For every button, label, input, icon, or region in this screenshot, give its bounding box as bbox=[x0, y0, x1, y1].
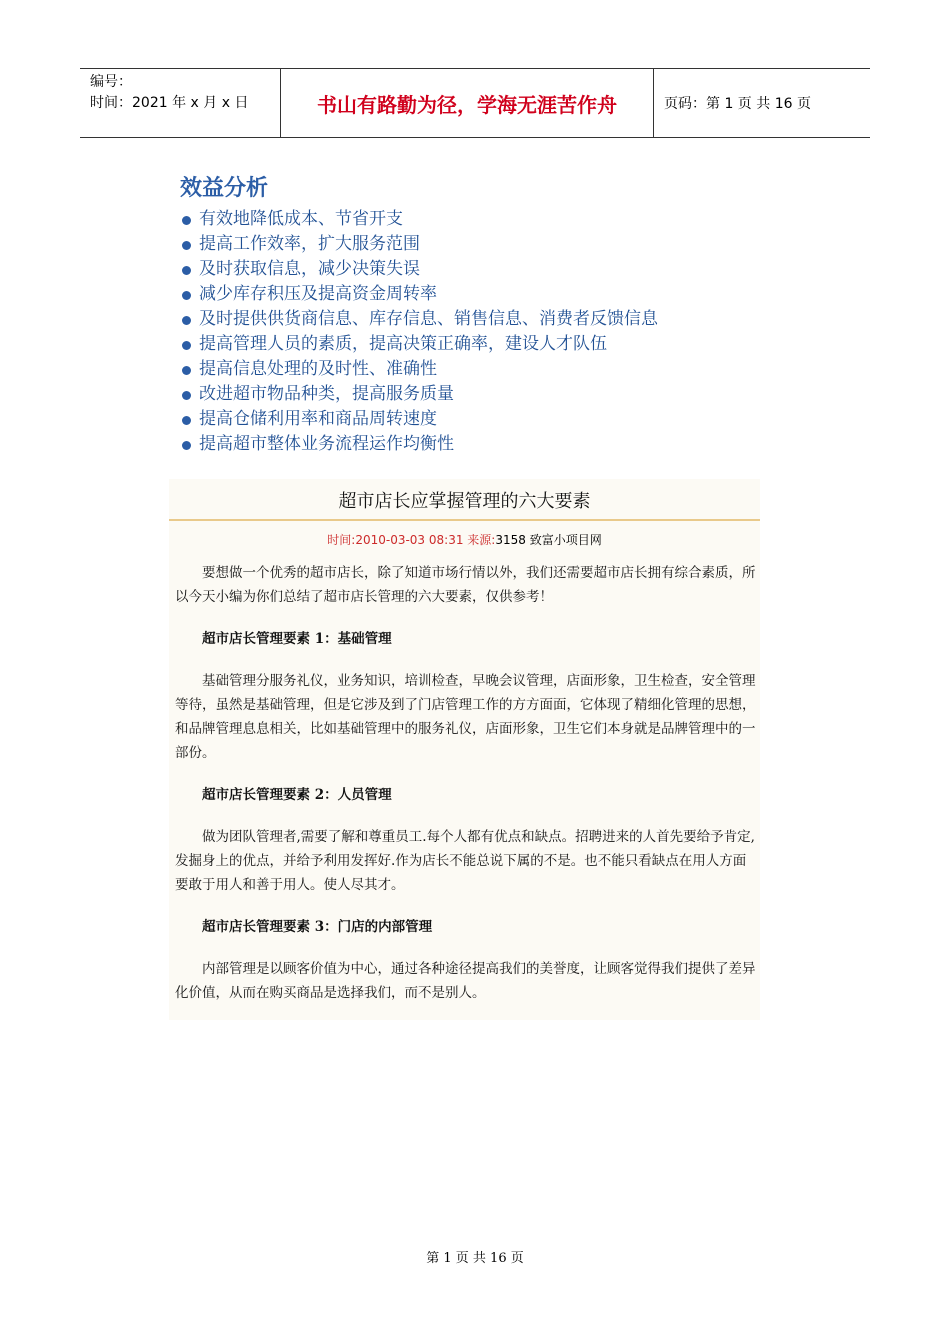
bullet-icon bbox=[182, 266, 191, 275]
list-item bbox=[182, 432, 658, 457]
list-item-text: 提高超市整体业务流程运作均衡性 bbox=[199, 434, 454, 454]
page-footer: 第 1 页 共 16 页 bbox=[426, 1251, 524, 1266]
list-item bbox=[182, 332, 658, 357]
time-label: 时间：2021 年 x 月 x 日 bbox=[90, 95, 249, 111]
list-item-text: 减少库存积压及提高资金周转率 bbox=[199, 284, 437, 304]
list-item-text: 提高管理人员的素质，提高决策正确率，建设人才队伍 bbox=[199, 334, 607, 354]
list-item-text: 提高信息处理的及时性、准确性 bbox=[199, 359, 437, 379]
section-heading: 超市店长管理要素 3：门店的内部管理 bbox=[202, 919, 433, 935]
section-heading: 超市店长管理要素 2：人员管理 bbox=[202, 787, 392, 803]
article-source: 3158 致富小项目网 bbox=[495, 533, 602, 547]
bullet-icon bbox=[182, 216, 191, 225]
header-info-cell bbox=[80, 69, 281, 137]
bullet-icon bbox=[182, 341, 191, 350]
bullet-icon bbox=[182, 291, 191, 300]
benefits-list bbox=[182, 207, 658, 457]
divider bbox=[169, 519, 760, 521]
list-item bbox=[182, 207, 658, 232]
article-source-label: 来源: bbox=[467, 533, 496, 547]
list-item bbox=[182, 307, 658, 332]
list-item-text: 及时获取信息，减少决策失误 bbox=[199, 259, 420, 279]
article-meta bbox=[169, 531, 760, 548]
list-item-text: 改进超市物品种类，提高服务质量 bbox=[199, 384, 454, 404]
bullet-icon bbox=[182, 316, 191, 325]
section-text: 做为团队管理者,需要了解和尊重员工.每个人都有优点和缺点。招聘进来的人首先要给予肯定,发掘身上的优点，并给予利用发挥好.作为店长不能总说下属的不是。也不能只看缺点在用人方面要敢于用人和善于用人。使人尽其才。 bbox=[175, 829, 755, 893]
section-text: 基础管理分服务礼仪，业务知识，培训检查，早晚会议管理，店面形象，卫生检查，安全管理等待，虽然是基础管理，但是它涉及到了门店管理工作的方方面面，它体现了精细化管理的思想，和品牌管理息息相关，比如基础管理中的服务礼仪，店面形象，卫生它们本身就是品牌管理中的一部份。 bbox=[175, 673, 756, 761]
bullet-icon bbox=[182, 441, 191, 450]
header-table bbox=[80, 68, 870, 138]
list-item bbox=[182, 407, 658, 432]
list-item-text: 及时提供供货商信息、库存信息、销售信息、消费者反馈信息 bbox=[199, 309, 658, 329]
bullet-icon bbox=[182, 416, 191, 425]
benefits-title: 效益分析 bbox=[180, 176, 269, 201]
motto: 书山有路勤为径，学海无涯苦作舟 bbox=[281, 69, 654, 137]
article-card bbox=[169, 479, 760, 1020]
bullet-icon bbox=[182, 391, 191, 400]
list-item bbox=[182, 257, 658, 282]
list-item bbox=[182, 232, 658, 257]
list-item bbox=[182, 382, 658, 407]
list-item-text: 有效地降低成本、节省开支 bbox=[199, 209, 403, 229]
page-label: 页码：第 1 页 共 16 页 bbox=[664, 96, 811, 112]
number-label: 编号： bbox=[90, 74, 132, 90]
article-intro: 要想做一个优秀的超市店长，除了知道市场行情以外，我们还需要超市店长拥有综合素质，所以今天小编为你们总结了超市店长管理的六大要素，仅供参考！ bbox=[175, 565, 756, 605]
article-body bbox=[175, 561, 757, 1005]
article-time: 时间:2010-03-03 08:31 bbox=[327, 533, 464, 547]
article-title: 超市店长应掌握管理的六大要素 bbox=[338, 491, 591, 512]
list-item bbox=[182, 282, 658, 307]
list-item-text: 提高仓储利用率和商品周转速度 bbox=[199, 409, 437, 429]
bullet-icon bbox=[182, 241, 191, 250]
section-heading: 超市店长管理要素 1：基础管理 bbox=[202, 631, 392, 647]
list-item-text: 提高工作效率，扩大服务范围 bbox=[199, 234, 420, 254]
bullet-icon bbox=[182, 366, 191, 375]
list-item bbox=[182, 357, 658, 382]
section-text: 内部管理是以顾客价值为中心，通过各种途径提高我们的美誉度，让顾客觉得我们提供了差异化价值，从而在购买商品是选择我们，而不是别人。 bbox=[175, 961, 756, 1001]
